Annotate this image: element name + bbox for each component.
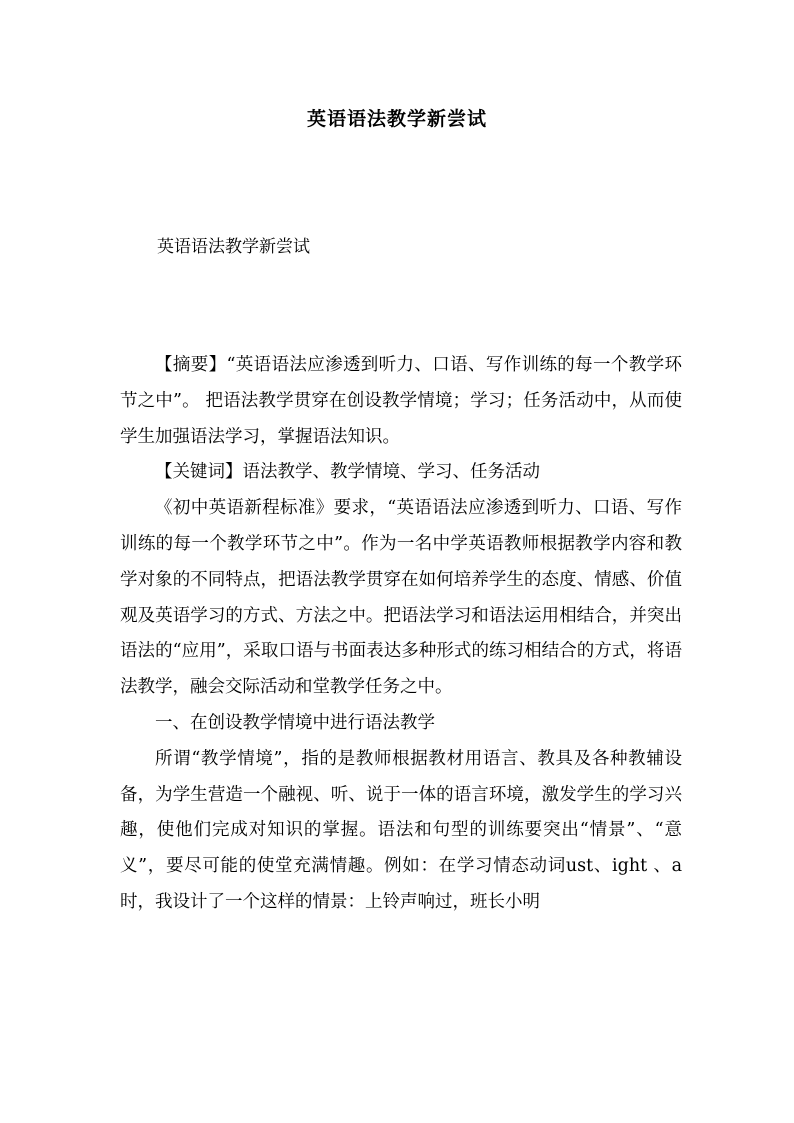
document-subtitle: 英语语法教学新尝试 bbox=[157, 237, 310, 257]
body-paragraph-2: 所谓“教学情境”，指的是教师根据教材用语言、教具及各种教辅设备，为学生营造一个融视、听、说于一体的语言环境，激发学生的学习兴趣，使他们完成对知识的掌握。语法和句型的训练要突出“情景”、“意义”，要尽可能的使堂充满情趣。例如：在学习情态动词ust、ight 、a 时，我设计了一个这样的情景：上铃声响过，班长小明 bbox=[120, 748, 682, 912]
body-paragraph-1: 《初中英语新程标准》要求，“英语语法应渗透到听力、口语、写作训练的每一个教学环节之中”。作为一名中学英语教师根据教学内容和教学对象的不同特点，把语法教学贯穿在如何培养学生的态度、情感、价值观及英语学习的方式、方法之中。把语法学习和语法运用相结合，并突出语法的“应用”，采取口语与书面表达多种形式的练习相结合的方式，将语法教学，融会交际活动和堂教学任务之中。 bbox=[120, 498, 682, 698]
keywords-paragraph: 【关键词】语法教学、教学情境、学习、任务活动 bbox=[155, 462, 540, 483]
document-body bbox=[120, 348, 682, 921]
document-title: 英语语法教学新尝试 bbox=[306, 108, 487, 130]
section-heading-1: 一、在创设教学情境中进行语法教学 bbox=[155, 712, 435, 733]
abstract-paragraph: 【摘要】“英语语法应渗透到听力、口语、写作训练的每一个教学环节之中”。 把语法教学贯穿在创设教学情境；学习；任务活动中，从而使学生加强语法学习，掌握语法知识。 bbox=[120, 355, 682, 447]
